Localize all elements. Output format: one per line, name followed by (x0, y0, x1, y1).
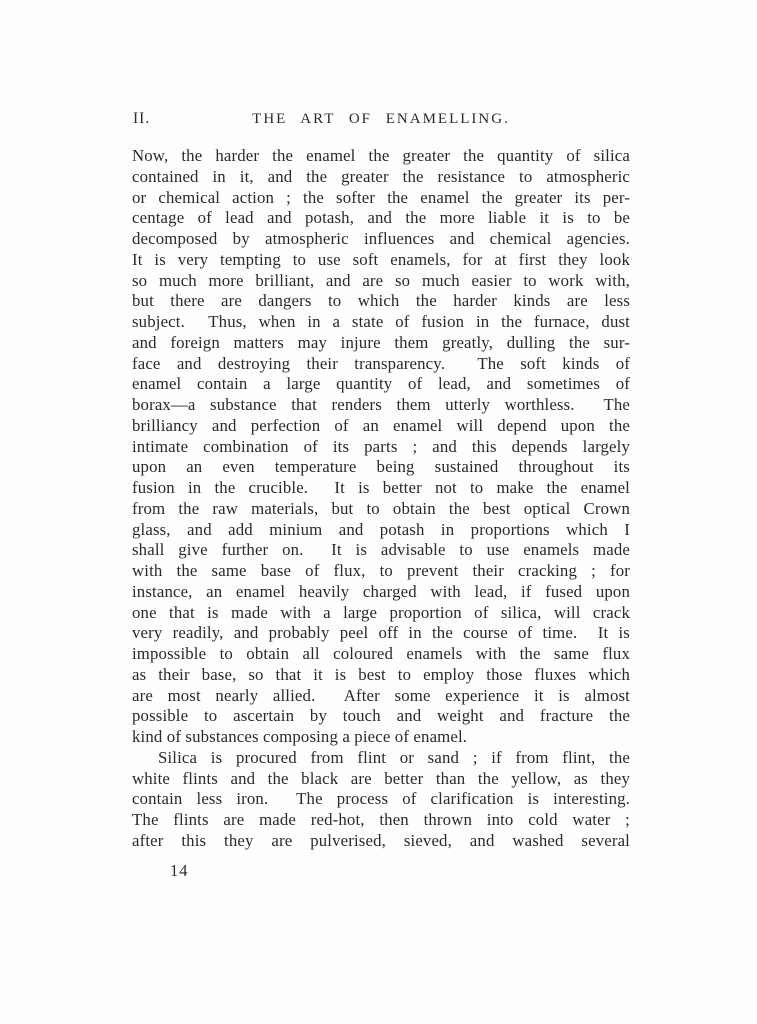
text-line: with the same base of flux, to prevent their cracking ; for (132, 561, 630, 580)
text-line: intimate combination of its parts ; and this depends largely (132, 436, 630, 456)
text-line: possible to ascertain by touch and weight and fracture the (132, 706, 630, 726)
text-line: so much more brilliant, and are so much easier to work with, (132, 270, 630, 290)
text-line: and foreign matters may injure them greatly, dulling the sur- (132, 332, 630, 352)
text-line: upon an even temperature being sustained throughout its (132, 457, 630, 477)
text-line: brilliancy and perfection of an enamel will depend upon the (132, 415, 630, 435)
text-line: decomposed by atmospheric influences and chemical agencies. (132, 229, 630, 248)
paragraph (132, 146, 630, 748)
text-line: or chemical action ; the softer the enamel the greater its per- (132, 187, 630, 207)
text-line: but there are dangers to which the harder kinds are less (132, 291, 630, 311)
text-line: after this they are pulverised, sieved, and washed several (132, 830, 630, 850)
text-line: kind of substances composing a piece of enamel. (132, 727, 468, 746)
text-line: face and destroying their transparency. The soft kinds of (132, 353, 630, 373)
chapter-number: II. (133, 110, 151, 127)
text-line: Now, the harder the enamel the greater the quantity of silica (132, 146, 630, 165)
text-line: The flints are made red-hot, then thrown into cold water ; (132, 810, 630, 829)
running-head (132, 108, 630, 130)
body-text (132, 146, 630, 852)
page-title: THE ART OF ENAMELLING. (252, 111, 510, 127)
text-line: impossible to obtain all coloured enamels with the same flux (132, 644, 630, 663)
page-content (132, 108, 630, 881)
paragraph (132, 748, 630, 852)
text-line: one that is made with a large proportion of silica, will crack (132, 602, 630, 622)
text-line: as their base, so that it is best to employ those fluxes which (132, 664, 630, 684)
text-line: are most nearly allied. After some experience it is almost (132, 685, 630, 705)
text-line: contained in it, and the greater the resistance to atmospheric (132, 166, 630, 186)
text-line: fusion in the crucible. It is better not to make the enamel (132, 478, 630, 497)
text-line: Silica is procured from flint or sand ; if from flint, the (158, 747, 630, 767)
text-line: from the raw materials, but to obtain the best optical Crown (132, 498, 630, 518)
page-number: 14 (170, 860, 189, 880)
text-line: contain less iron. The process of clarification is interesting. (132, 789, 630, 809)
text-line: instance, an enamel heavily charged with lead, if fused upon (132, 581, 630, 601)
text-line: enamel contain a large quantity of lead, and sometimes of (132, 374, 630, 394)
text-line: subject. Thus, when in a state of fusion in the furnace, dust (132, 312, 630, 331)
text-line: centage of lead and potash, and the more liable it is to be (132, 208, 630, 228)
text-line: white flints and the black are better than the yellow, as they (132, 768, 630, 788)
text-line: shall give further on. It is advisable to use enamels made (132, 540, 630, 560)
text-line: It is very tempting to use soft enamels, for at first they look (132, 249, 630, 269)
text-line: very readily, and probably peel off in the course of time. It is (132, 623, 630, 643)
text-line: borax—a substance that renders them utterly worthless. The (132, 395, 630, 414)
text-line: glass, and add minium and potash in proportions which I (132, 519, 630, 539)
